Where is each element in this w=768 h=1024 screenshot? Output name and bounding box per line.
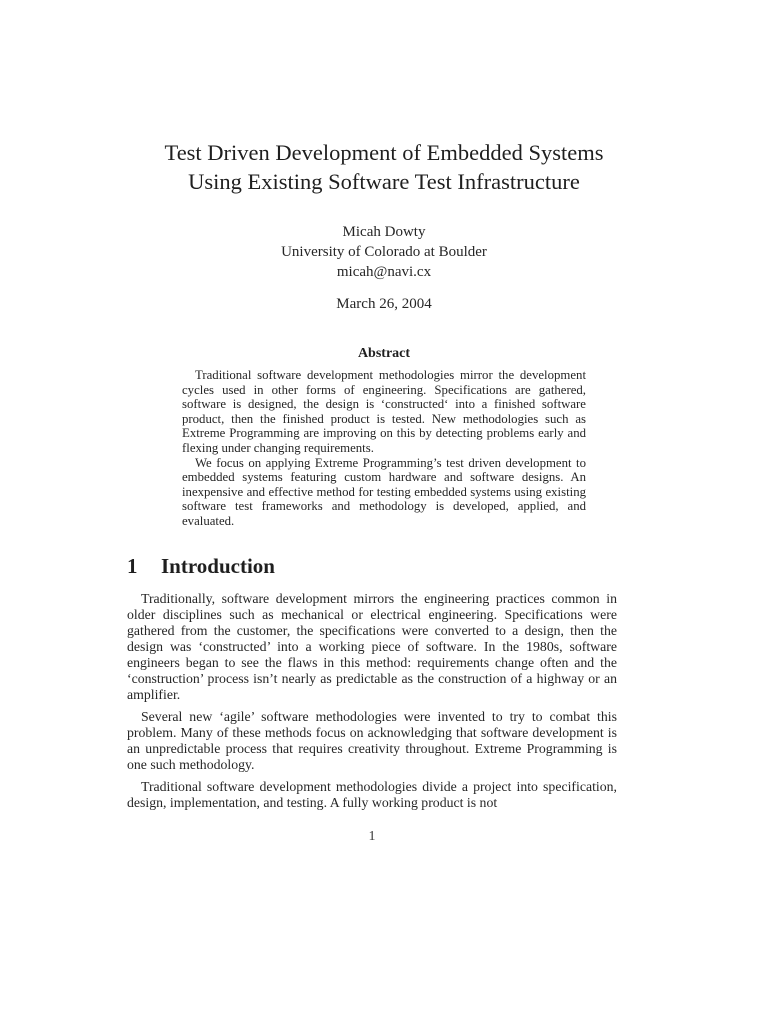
paper-title-line-2: Using Existing Software Test Infrastructure <box>188 169 580 194</box>
paper-title-line-1: Test Driven Development of Embedded Systems <box>164 140 604 165</box>
abstract-body <box>182 368 586 529</box>
abstract-paragraph: We focus on applying Extreme Programming’s test driven development to embedded systems featuring custom hardware and software designs. An inexpensive and effective method for testing embedded systems using existing software test frameworks and methodology is developed, applied, and evaluated. <box>182 455 586 528</box>
body-paragraph: Traditional software development methodologies divide a project into specification, design, implementation, and testing. A fully working product is not <box>127 778 617 810</box>
author-block <box>0 222 768 282</box>
page-number: 1 <box>368 829 376 844</box>
section-heading-introduction <box>127 553 617 578</box>
abstract-section <box>182 347 586 529</box>
section-number: 1 <box>127 553 138 578</box>
author-name: Micah Dowty <box>342 224 426 240</box>
author-affiliation: University of Colorado at Boulder <box>281 244 487 260</box>
abstract-paragraph: Traditional software development methodologies mirror the development cycles used in other forms of engineering. Specifications are gathered, software is designed, the design is ‘constructed‘ into a finished software product, then the finished product is tested. New methodologies such as Extreme Programming are improving on this by detecting problems early and flexing under changing requirements. <box>182 368 586 455</box>
paper-title <box>0 0 768 196</box>
body-paragraph: Traditionally, software development mirrors the engineering practices common in older disciplines such as mechanical or electrical engineering. Specifications were gathered from the customer, the specifications were converted to a design, then the design was ‘constructed’ into a working piece of software. In the 1980s, software engineers began to see the flaws in this method: requirements change often and the ‘construction’ process isn’t nearly as predictable as the construction of a highway or an amplifier. <box>127 590 617 702</box>
paper-date: March 26, 2004 <box>336 296 432 312</box>
section-body-introduction <box>127 591 617 811</box>
body-column <box>127 553 617 811</box>
section-title: Introduction <box>161 553 275 578</box>
author-email: micah@navi.cx <box>336 264 432 280</box>
body-paragraph: Several new ‘agile’ software methodologies were invented to try to combat this problem. Many of these methods focus on acknowledging that software development is an unpredictable process that requires creativity throughout. Extreme Programming is one such methodology. <box>127 708 617 772</box>
abstract-heading: Abstract <box>357 346 411 361</box>
